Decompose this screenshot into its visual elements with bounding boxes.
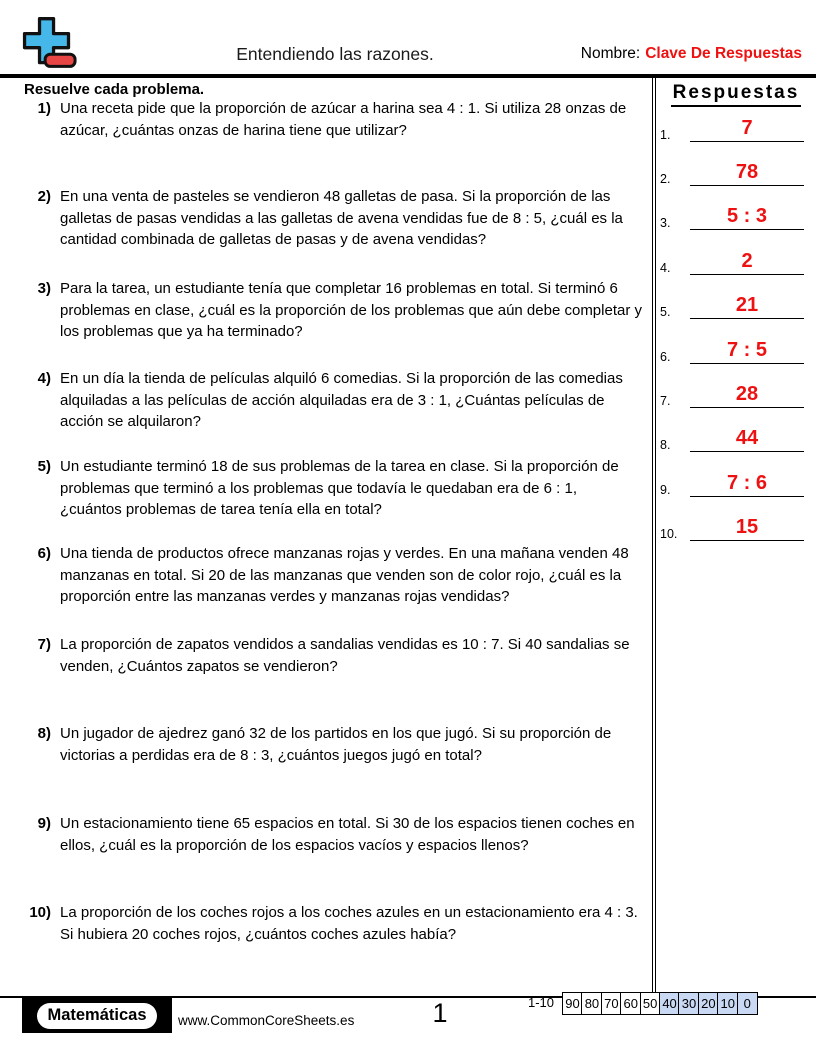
answer-row-5 xyxy=(660,289,804,319)
problem-number: 10) xyxy=(29,904,51,921)
answer-value: 78 xyxy=(690,161,804,186)
answer-number: 7. xyxy=(660,394,671,408)
answer-key-label: Clave De Respuestas xyxy=(645,45,802,62)
problem-item-6 xyxy=(28,543,642,608)
problems-column xyxy=(0,78,652,996)
page-title: Entendiendo las razones. xyxy=(236,44,434,64)
problem-item-5 xyxy=(28,456,642,521)
score-table xyxy=(528,992,758,1015)
answer-row-4 xyxy=(660,245,804,275)
problem-number: 8) xyxy=(37,725,51,742)
answer-number: 1. xyxy=(660,128,671,142)
problem-number: 3) xyxy=(37,280,51,297)
answer-value: 21 xyxy=(690,294,804,319)
problem-item-4 xyxy=(28,368,642,433)
problem-number: 6) xyxy=(37,545,51,562)
name-row xyxy=(581,45,802,63)
answer-number: 8. xyxy=(660,438,671,452)
problem-number: 4) xyxy=(37,370,51,387)
answer-value: 28 xyxy=(690,383,804,408)
answer-value: 44 xyxy=(690,427,804,452)
problem-text: Un jugador de ajedrez ganó 32 de los partidos en los que jugó. Si su proporción de victorias a perdidas era de 8 : 3, ¿cuántos juegos jugó en total? xyxy=(60,725,612,764)
answer-row-2 xyxy=(660,156,804,186)
answer-value: 5 : 3 xyxy=(690,205,804,230)
problem-item-3 xyxy=(28,278,642,343)
score-cell: 80 xyxy=(581,992,602,1015)
brand-label: Matemáticas xyxy=(37,1003,156,1029)
score-cell: 0 xyxy=(737,992,758,1015)
problem-number: 2) xyxy=(37,188,51,205)
score-cell: 10 xyxy=(717,992,738,1015)
name-label: Nombre: xyxy=(580,45,641,62)
score-cell: 30 xyxy=(678,992,699,1015)
problem-text: Un estudiante terminó 18 de sus problemas de la tarea en clase. Si la proporción de problemas que terminó a los problemas que todavía le quedaban era de 6 : 1, ¿cuántos problemas de tarea tenía ella en total? xyxy=(60,458,619,518)
answer-value: 15 xyxy=(690,516,804,541)
score-cell: 90 xyxy=(562,992,583,1015)
problem-text: La proporción de los coches rojos a los coches azules en un estacionamiento era 4 : 3. Si hubiera 20 coches rojos, ¿cuántos coches azules había? xyxy=(60,904,638,943)
problem-text: En un día la tienda de películas alquiló 6 comedias. Si la proporción de las comedias alquiladas a las películas de acción alquiladas era de 3 : 1, ¿Cuántas películas de acción se alquilaron? xyxy=(60,370,623,430)
problem-text: La proporción de zapatos vendidos a sandalias vendidas es 10 : 7. Si 40 sandalias se venden, ¿Cuántos zapatos se vendieron? xyxy=(60,636,630,675)
score-cell: 20 xyxy=(698,992,719,1015)
score-cell: 60 xyxy=(620,992,641,1015)
score-cell: 70 xyxy=(601,992,622,1015)
problem-item-2 xyxy=(28,186,642,251)
problem-number: 5) xyxy=(37,458,51,475)
score-range-label: 1-10 xyxy=(528,995,555,1010)
score-cell: 40 xyxy=(659,992,680,1015)
problem-item-10 xyxy=(28,902,642,945)
problem-number: 9) xyxy=(37,815,51,832)
problem-text: Un estacionamiento tiene 65 espacios en total. Si 30 de los espacios tienen coches en ellos, ¿cuál es la proporción de los espacios vacíos y espacios llenos? xyxy=(60,815,635,854)
answer-number: 3. xyxy=(660,216,671,230)
answer-value: 7 : 5 xyxy=(690,339,804,364)
answer-value: 2 xyxy=(690,250,804,275)
problem-text: En una venta de pasteles se vendieron 48 galletas de pasa. Si la proporción de las galletas de pasas vendidas a las galletas de avena vendidas fue de 8 : 5, ¿cuál es la cantidad combinada de galletas de pasas y de avena vendidas? xyxy=(60,188,623,248)
instructions-text: Resuelve cada problema. xyxy=(24,81,205,98)
answers-title: Respuestas xyxy=(671,82,802,107)
brand-badge xyxy=(22,998,172,1033)
score-cells xyxy=(562,992,758,1015)
answer-number: 5. xyxy=(660,305,671,319)
answer-row-9 xyxy=(660,467,804,497)
answer-row-6 xyxy=(660,334,804,364)
answer-row-10 xyxy=(660,511,804,541)
problem-number: 1) xyxy=(37,100,51,117)
website-text: www.CommonCoreSheets.es xyxy=(178,1013,355,1028)
answer-number: 2. xyxy=(660,172,671,186)
problem-text: Para la tarea, un estudiante tenía que completar 16 problemas en total. Si terminó 6 problemas en clase, ¿cuál es la proporción de los problemas que aún debe completar y los problemas que ya ha terminado? xyxy=(60,280,642,340)
answer-row-7 xyxy=(660,378,804,408)
score-cell: 50 xyxy=(640,992,661,1015)
answers-column xyxy=(652,78,816,997)
problem-item-7 xyxy=(28,634,642,677)
answer-row-8 xyxy=(660,422,804,452)
problem-item-1 xyxy=(28,98,642,141)
answer-number: 9. xyxy=(660,483,671,497)
answer-number: 6. xyxy=(660,350,671,364)
problem-item-9 xyxy=(28,813,642,856)
problem-number: 7) xyxy=(37,636,51,653)
plus-minus-logo-icon xyxy=(16,14,78,77)
problem-text: Una tienda de productos ofrece manzanas rojas y verdes. En una mañana venden 48 manzanas en total. Si 20 de las manzanas que venden son de color rojo, ¿cuál es la proporción entre las manzanas verdes y manzanas rojas vendidas? xyxy=(60,545,629,605)
answer-row-3 xyxy=(660,200,804,230)
answer-number: 10. xyxy=(660,527,678,541)
page-number: 1 xyxy=(432,998,448,1028)
answer-row-1 xyxy=(660,112,804,142)
problem-item-8 xyxy=(28,723,642,766)
answer-number: 4. xyxy=(660,261,671,275)
answer-value: 7 : 6 xyxy=(690,472,804,497)
problem-text: Una receta pide que la proporción de azúcar a harina sea 4 : 1. Si utiliza 28 onzas de azúcar, ¿cuántas onzas de harina tiene que utilizar? xyxy=(60,100,627,139)
answer-value: 7 xyxy=(690,117,804,142)
